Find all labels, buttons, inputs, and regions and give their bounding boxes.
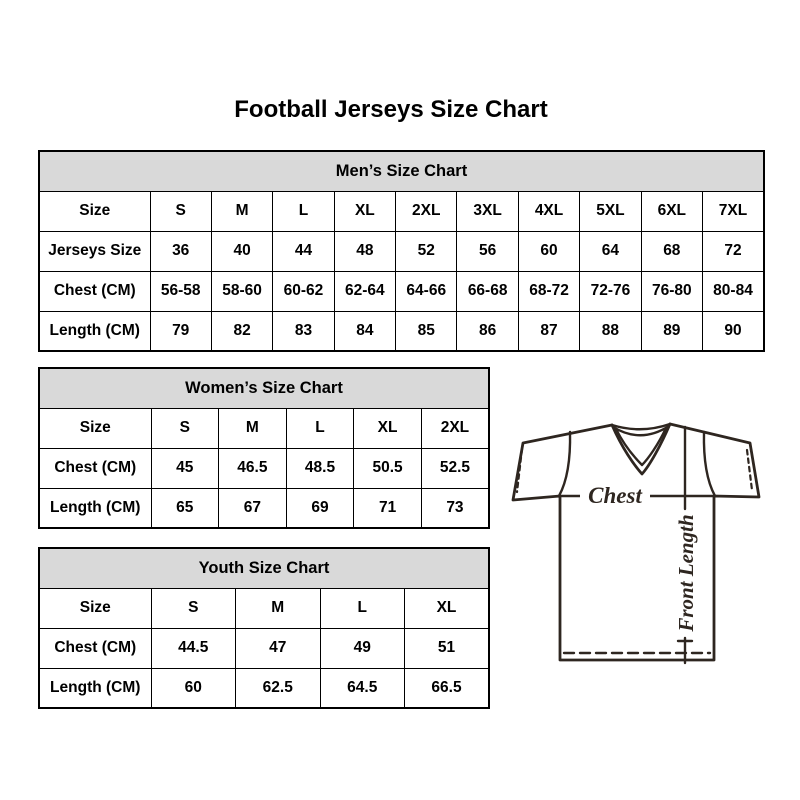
table-cell: 69 — [286, 488, 354, 528]
table-cell: 64.5 — [320, 668, 405, 708]
row-label: Chest (CM) — [39, 271, 150, 311]
table-header-row — [39, 408, 489, 448]
size-col-header: 2XL — [396, 191, 457, 231]
table-cell: 36 — [150, 231, 211, 271]
table-cell: 40 — [211, 231, 272, 271]
table-cell: 80-84 — [703, 271, 764, 311]
table-header-row — [39, 588, 489, 628]
table-row — [39, 271, 764, 311]
collar-back-arc — [612, 424, 670, 429]
size-col-header: 4XL — [518, 191, 579, 231]
table-cell: 56-58 — [150, 271, 211, 311]
table-cell: 64-66 — [396, 271, 457, 311]
size-col-header: S — [150, 191, 211, 231]
size-col-header: 7XL — [703, 191, 764, 231]
size-col-header: L — [320, 588, 405, 628]
table-row — [39, 311, 764, 351]
table-row — [39, 628, 489, 668]
size-col-header: S — [151, 588, 236, 628]
table-cell: 64 — [580, 231, 641, 271]
table-cell: 60 — [151, 668, 236, 708]
jersey-diagram-svg — [500, 412, 775, 667]
table-cell: 68-72 — [518, 271, 579, 311]
row-label: Length (CM) — [39, 488, 151, 528]
table-cell: 52 — [396, 231, 457, 271]
table-row — [39, 231, 764, 271]
table-cell: 62-64 — [334, 271, 395, 311]
table-cell: 66.5 — [405, 668, 490, 708]
table-cell: 47 — [236, 628, 321, 668]
size-col-header: XL — [405, 588, 490, 628]
row-label: Length (CM) — [39, 311, 150, 351]
size-col-header: S — [151, 408, 219, 448]
table-cell: 85 — [396, 311, 457, 351]
size-col-header: XL — [334, 191, 395, 231]
chest-label: Chest — [588, 483, 642, 508]
table-cell: 51 — [405, 628, 490, 668]
size-col-header: 5XL — [580, 191, 641, 231]
table-cell: 82 — [211, 311, 272, 351]
row-header: Size — [39, 408, 151, 448]
size-col-header: M — [236, 588, 321, 628]
size-col-header: L — [286, 408, 354, 448]
table-cell: 90 — [703, 311, 764, 351]
youth-size-table — [38, 547, 490, 709]
row-header: Size — [39, 191, 150, 231]
table-cell: 48.5 — [286, 448, 354, 488]
table-cell: 89 — [641, 311, 702, 351]
row-label: Length (CM) — [39, 668, 151, 708]
table-cell: 84 — [334, 311, 395, 351]
front-length-label: Front Length — [674, 514, 698, 632]
table-cell: 87 — [518, 311, 579, 351]
row-label: Jerseys Size — [39, 231, 150, 271]
table-cell: 45 — [151, 448, 219, 488]
table-title-row — [39, 368, 489, 408]
table-cell: 65 — [151, 488, 219, 528]
table-cell: 48 — [334, 231, 395, 271]
size-col-header: 2XL — [421, 408, 489, 448]
row-label: Chest (CM) — [39, 628, 151, 668]
size-col-header: M — [219, 408, 287, 448]
table-cell: 67 — [219, 488, 287, 528]
table-cell: 66-68 — [457, 271, 518, 311]
table-title: Women’s Size Chart — [39, 368, 489, 408]
table-cell: 60 — [518, 231, 579, 271]
right-armhole-seam — [704, 432, 715, 496]
womens-size-table — [38, 367, 490, 529]
table-cell: 56 — [457, 231, 518, 271]
table-row — [39, 668, 489, 708]
size-col-header: 3XL — [457, 191, 518, 231]
table-title: Youth Size Chart — [39, 548, 489, 588]
table-cell: 76-80 — [641, 271, 702, 311]
table-cell: 88 — [580, 311, 641, 351]
size-col-header: 6XL — [641, 191, 702, 231]
row-label: Chest (CM) — [39, 448, 151, 488]
table-title: Men’s Size Chart — [39, 151, 764, 191]
table-header-row — [39, 191, 764, 231]
table-cell: 68 — [641, 231, 702, 271]
row-header: Size — [39, 588, 151, 628]
table-cell: 86 — [457, 311, 518, 351]
table-row — [39, 448, 489, 488]
table-cell: 73 — [421, 488, 489, 528]
left-armhole-seam — [559, 432, 570, 496]
table-cell: 62.5 — [236, 668, 321, 708]
table-cell: 52.5 — [421, 448, 489, 488]
table-title-row — [39, 151, 764, 191]
table-cell: 72 — [703, 231, 764, 271]
page-title: Football Jerseys Size Chart — [234, 96, 548, 123]
table-cell: 58-60 — [211, 271, 272, 311]
table-cell: 46.5 — [219, 448, 287, 488]
table-cell: 79 — [150, 311, 211, 351]
size-col-header: XL — [354, 408, 422, 448]
table-cell: 83 — [273, 311, 334, 351]
table-cell: 44.5 — [151, 628, 236, 668]
table-cell: 50.5 — [354, 448, 422, 488]
table-title-row — [39, 548, 489, 588]
table-cell: 49 — [320, 628, 405, 668]
table-cell: 44 — [273, 231, 334, 271]
size-col-header: L — [273, 191, 334, 231]
table-cell: 72-76 — [580, 271, 641, 311]
mens-size-table — [38, 150, 765, 352]
table-cell: 60-62 — [273, 271, 334, 311]
jersey-measurement-diagram — [500, 412, 775, 667]
table-cell: 71 — [354, 488, 422, 528]
size-col-header: M — [211, 191, 272, 231]
table-row — [39, 488, 489, 528]
